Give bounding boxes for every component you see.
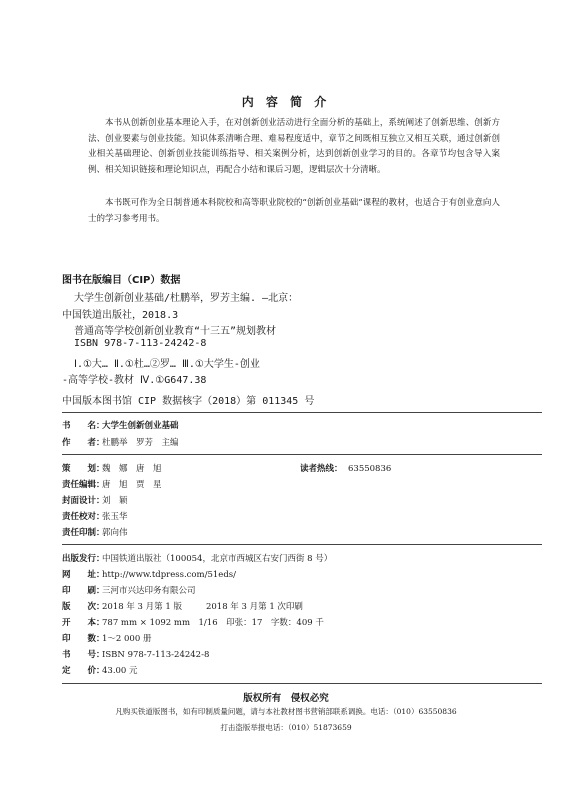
planning-row — [62, 462, 162, 474]
printer-row — [62, 584, 196, 596]
proof-label: 责任校对： — [62, 512, 105, 522]
print-manager-label: 责任印制： — [62, 528, 105, 538]
hotline: 63550836 — [348, 464, 392, 474]
anti-piracy-hotline: 打击盗版举报电话：（010）51873659 — [220, 723, 352, 732]
cip-line-4: ISBN 978-7-113-24242-8 — [74, 338, 207, 349]
cip-line-2: 中国铁道出版社，2018.3 — [62, 310, 179, 321]
printer-label: 印 刷： — [62, 586, 105, 596]
quality-notice: 凡购买铁道版图书，如有印制质量问题，请与本社教材图书营销部联系调换。电话：（010）63550836 — [115, 707, 457, 716]
divider-2 — [62, 454, 542, 455]
publisher: 中国铁道出版社（100054，北京市西城区右安门西街 8 号） — [102, 554, 333, 564]
web-label: 网 址： — [62, 570, 105, 580]
intro-paragraph-1: 本书从创新创业基本理论入手，在对创新创业活动进行全面分析的基础上，系统阐述了创新思维、创新方法、创业要素与创业技能。知识体系清晰合理、难易程度适中，章节之间既相互独立又相互关联，通过创新创业相关基础理论、创新创业技能训练指导、相关案例分析，达到创新创业学习的目的。各章节均包含导入案例、相关知识链接和理论知识点，再配合小结和课后习题，逻辑层次十分清晰。 — [88, 118, 500, 175]
cover-label: 封面设计： — [62, 496, 105, 506]
copies-row — [62, 632, 151, 644]
publisher-label: 出版发行： — [62, 554, 105, 564]
printer: 三河市兴达印务有限公司 — [102, 586, 196, 596]
web-address: http://www.tdpress.com/51eds/ — [102, 570, 236, 580]
proof-row — [62, 510, 128, 522]
divider-3 — [62, 544, 542, 545]
cip-heading: 图书在版编目（CIP）数据 — [62, 275, 181, 286]
divider-1 — [62, 412, 542, 413]
editor-label: 责任编辑： — [62, 480, 105, 490]
cip-data-number: 中国版本图书馆 CIP 数据核字（2018）第 011345 号 — [62, 396, 315, 407]
proofreader: 张玉华 — [102, 512, 128, 522]
book-author: 杜鹏举 罗芳 主编 — [102, 438, 179, 448]
planning-label: 策 划： — [62, 464, 105, 474]
hotline-row — [300, 462, 391, 474]
book-author-row — [62, 436, 179, 448]
isbn-row — [62, 648, 209, 660]
hotline-label: 读者热线： — [300, 464, 343, 474]
intro-title: 内 容 简 介 — [241, 95, 331, 109]
price-label: 定 价： — [62, 666, 105, 676]
format: 787 mm × 1092 mm 1/16 印张：17 字数：409 千 — [102, 618, 324, 628]
book-title-label: 书 名： — [62, 421, 105, 431]
cip-line-1: 大学生创新创业基础/杜鹏举，罗芳主编. —北京： — [74, 293, 299, 304]
isbn: ISBN 978-7-113-24242-8 — [102, 650, 210, 660]
publisher-row — [62, 552, 332, 564]
editor: 唐 旭 贾 星 — [102, 480, 162, 490]
editor-row — [62, 478, 162, 490]
edition: 2018 年 3 月第 1 版 — [102, 602, 182, 612]
cover-designer: 刘 颖 — [102, 496, 128, 506]
divider-4 — [62, 683, 542, 684]
format-row — [62, 616, 324, 628]
impression: 2018 年 3 月第 1 次印刷 — [205, 602, 303, 612]
book-title: 大学生创新创业基础 — [102, 421, 179, 431]
print-manager: 郭向伟 — [102, 528, 128, 538]
planning: 魏 娜 唐 旭 — [102, 464, 162, 474]
isbn-label: 书 号： — [62, 650, 105, 660]
price-row — [62, 664, 138, 676]
copies: 1～2 000 册 — [102, 634, 152, 644]
edition-row — [62, 600, 303, 612]
copyright-notice: 版权所有 侵权必究 — [243, 693, 329, 704]
format-label: 开 本： — [62, 618, 105, 628]
intro-paragraph-2: 本书既可作为全日制普通本科院校和高等职业院校的“创新创业基础”课程的教材，也适合于有创业意向人士的学习参考用书。 — [88, 198, 500, 224]
edition-label: 版 次： — [62, 602, 105, 612]
book-title-row — [62, 419, 179, 431]
price: 43.00 元 — [102, 666, 138, 676]
print-manager-row — [62, 526, 128, 538]
copies-label: 印 数： — [62, 634, 105, 644]
cip-line-3: 普通高等学校创新创业教育“十三五”规划教材 — [74, 326, 277, 337]
book-author-label: 作 者： — [62, 438, 105, 448]
cip-classification-1: Ⅰ.①大… Ⅱ.①杜…②罗… Ⅲ.①大学生-创业 — [74, 359, 260, 370]
web-row — [62, 568, 236, 580]
cover-row — [62, 494, 128, 506]
cip-classification-2: -高等学校-教材 Ⅳ.①G647.38 — [62, 375, 207, 386]
